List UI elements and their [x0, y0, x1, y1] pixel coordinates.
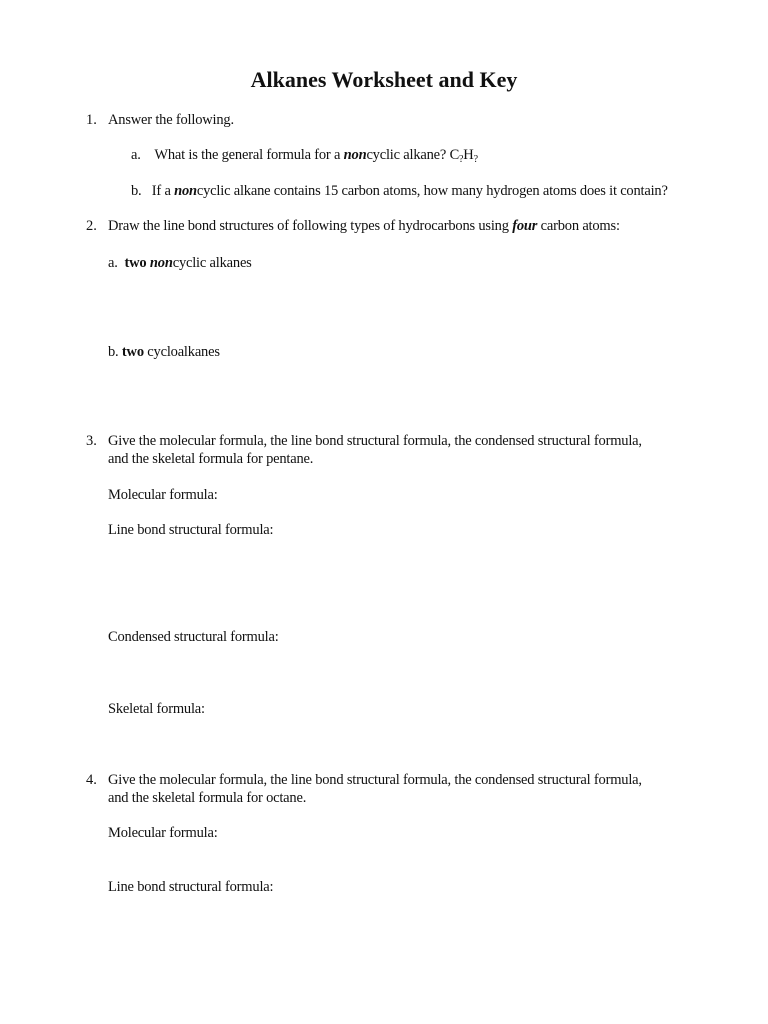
- q3-line2: and the skeletal formula for pentane.: [108, 451, 314, 467]
- q1b-pre: If a: [151, 183, 175, 199]
- q1a-h: H: [463, 147, 474, 163]
- q4-line1: Give the molecular formula, the line bond structural formula, the condensed structural formula,: [108, 772, 642, 788]
- q2a-bold: two: [124, 255, 147, 271]
- q1a-pre: What is the general formula for a: [154, 147, 344, 163]
- q3-number: 3.: [86, 433, 97, 449]
- q1a-label: a.: [131, 147, 141, 163]
- q2-emph: four: [512, 218, 538, 234]
- q4-line2: and the skeletal formula for octane.: [108, 790, 307, 806]
- q1a-post: cyclic alkane? C: [366, 147, 460, 163]
- q3-skeletal-label: Skeletal formula:: [108, 701, 205, 717]
- q2a-emph: non: [149, 255, 173, 271]
- q2b-bold: two: [121, 344, 144, 360]
- q1-number: 1.: [86, 112, 97, 128]
- q1b-label: b.: [131, 183, 142, 199]
- q1a-item: [131, 146, 478, 164]
- q1b-emph: non: [174, 183, 197, 199]
- q3-molecular-label: Molecular formula:: [108, 487, 218, 503]
- q1b-item: [131, 182, 668, 200]
- q4-molecular-label: Molecular formula:: [108, 825, 218, 841]
- q4-number: 4.: [86, 772, 97, 788]
- q2b-post: cycloalkanes: [143, 344, 220, 360]
- worksheet-title: Alkanes Worksheet and Key: [250, 67, 518, 92]
- q2a-post: cyclic alkanes: [172, 255, 252, 271]
- q2a-item: [108, 254, 252, 272]
- q2-text: [108, 217, 620, 235]
- q2-post: carbon atoms:: [537, 218, 620, 234]
- q2b-label: b.: [108, 344, 119, 360]
- q3-line-bond-label: Line bond structural formula:: [108, 522, 274, 538]
- q1a-sub2: ?: [473, 154, 478, 165]
- q3-condensed-label: Condensed structural formula:: [108, 629, 279, 645]
- q1-text: Answer the following.: [108, 112, 234, 128]
- q2-number: 2.: [86, 218, 97, 234]
- q3-line1: Give the molecular formula, the line bond structural formula, the condensed structural formula,: [108, 433, 642, 449]
- q2a-label: a.: [108, 255, 118, 271]
- q2-pre: Draw the line bond structures of following types of hydrocarbons using: [108, 218, 513, 234]
- q4-line-bond-label: Line bond structural formula:: [108, 879, 274, 895]
- q1b-post: cyclic alkane contains 15 carbon atoms, how many hydrogen atoms does it contain?: [196, 183, 668, 199]
- q2b-item: [108, 343, 220, 361]
- q1a-emph: non: [343, 147, 367, 163]
- q1a-sub1: ?: [459, 154, 464, 165]
